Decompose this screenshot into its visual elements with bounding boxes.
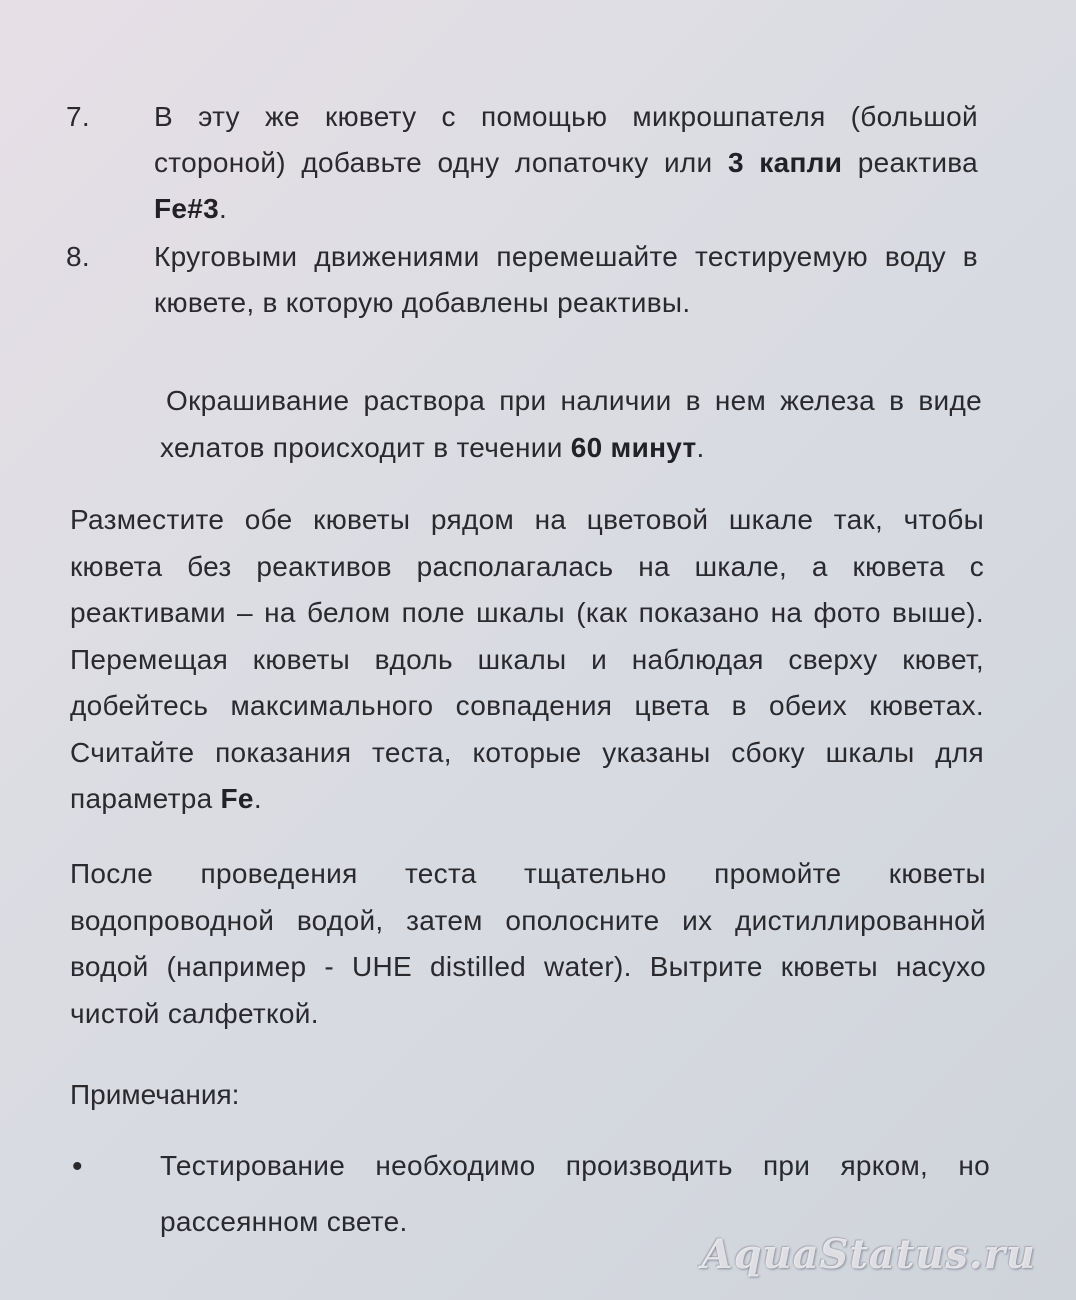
list-item-text: В эту же кювету с помощью микрошпателя (большой стороной) добавьте одну лопаточку или 3 капли реактива Fe#3. (154, 101, 979, 224)
notes-title: Примечания: (70, 1079, 240, 1110)
placement-paragraph: Разместите обе кюветы рядом на цветовой шкале так, чтобы кювета без реактивов располагалась на шкале, а кювета с реактивами – на белом поле шкалы (как показано на фото выше). Перемещая кюветы вдоль шкалы и наблюдая сверху кювет, добейтесь максимального совпадения цвета в обеих кюветах. Считайте показания теста, которые указаны сбоку шкалы для параметра Fe. (70, 504, 984, 814)
list-number: 8. (66, 241, 90, 272)
bold-drops: 3 капли (727, 147, 843, 178)
list-item-8 (66, 234, 986, 328)
bold-time: 60 минут (570, 431, 697, 463)
list-number: 7. (66, 101, 90, 132)
cleanup-paragraph: После проведения теста тщательно промойте кюветы водопроводной водой, затем ополосните их дистиллированной водой (например - UHE distilled water). Вытрите кюветы насухо чистой салфеткой. (70, 858, 986, 1029)
note-item: Тестирование необходимо производить при ярком, но рассеянном свете. (160, 1150, 990, 1237)
bold-reagent: Fe#3 (154, 193, 220, 224)
coloring-paragraph: Окрашивание раствора при наличии в нем железа в виде хелатов происходит в течении 60 минут. (160, 385, 982, 463)
bullet-icon: • (72, 1150, 83, 1183)
list-item-7 (66, 94, 986, 234)
bold-parameter: Fe (220, 783, 254, 814)
list-item-text: Круговыми движениями перемешайте тестируемую воду в кювете, в которую добавлены реактивы. (154, 241, 978, 318)
watermark-logo: AquaStatus.ru (701, 1231, 1036, 1278)
